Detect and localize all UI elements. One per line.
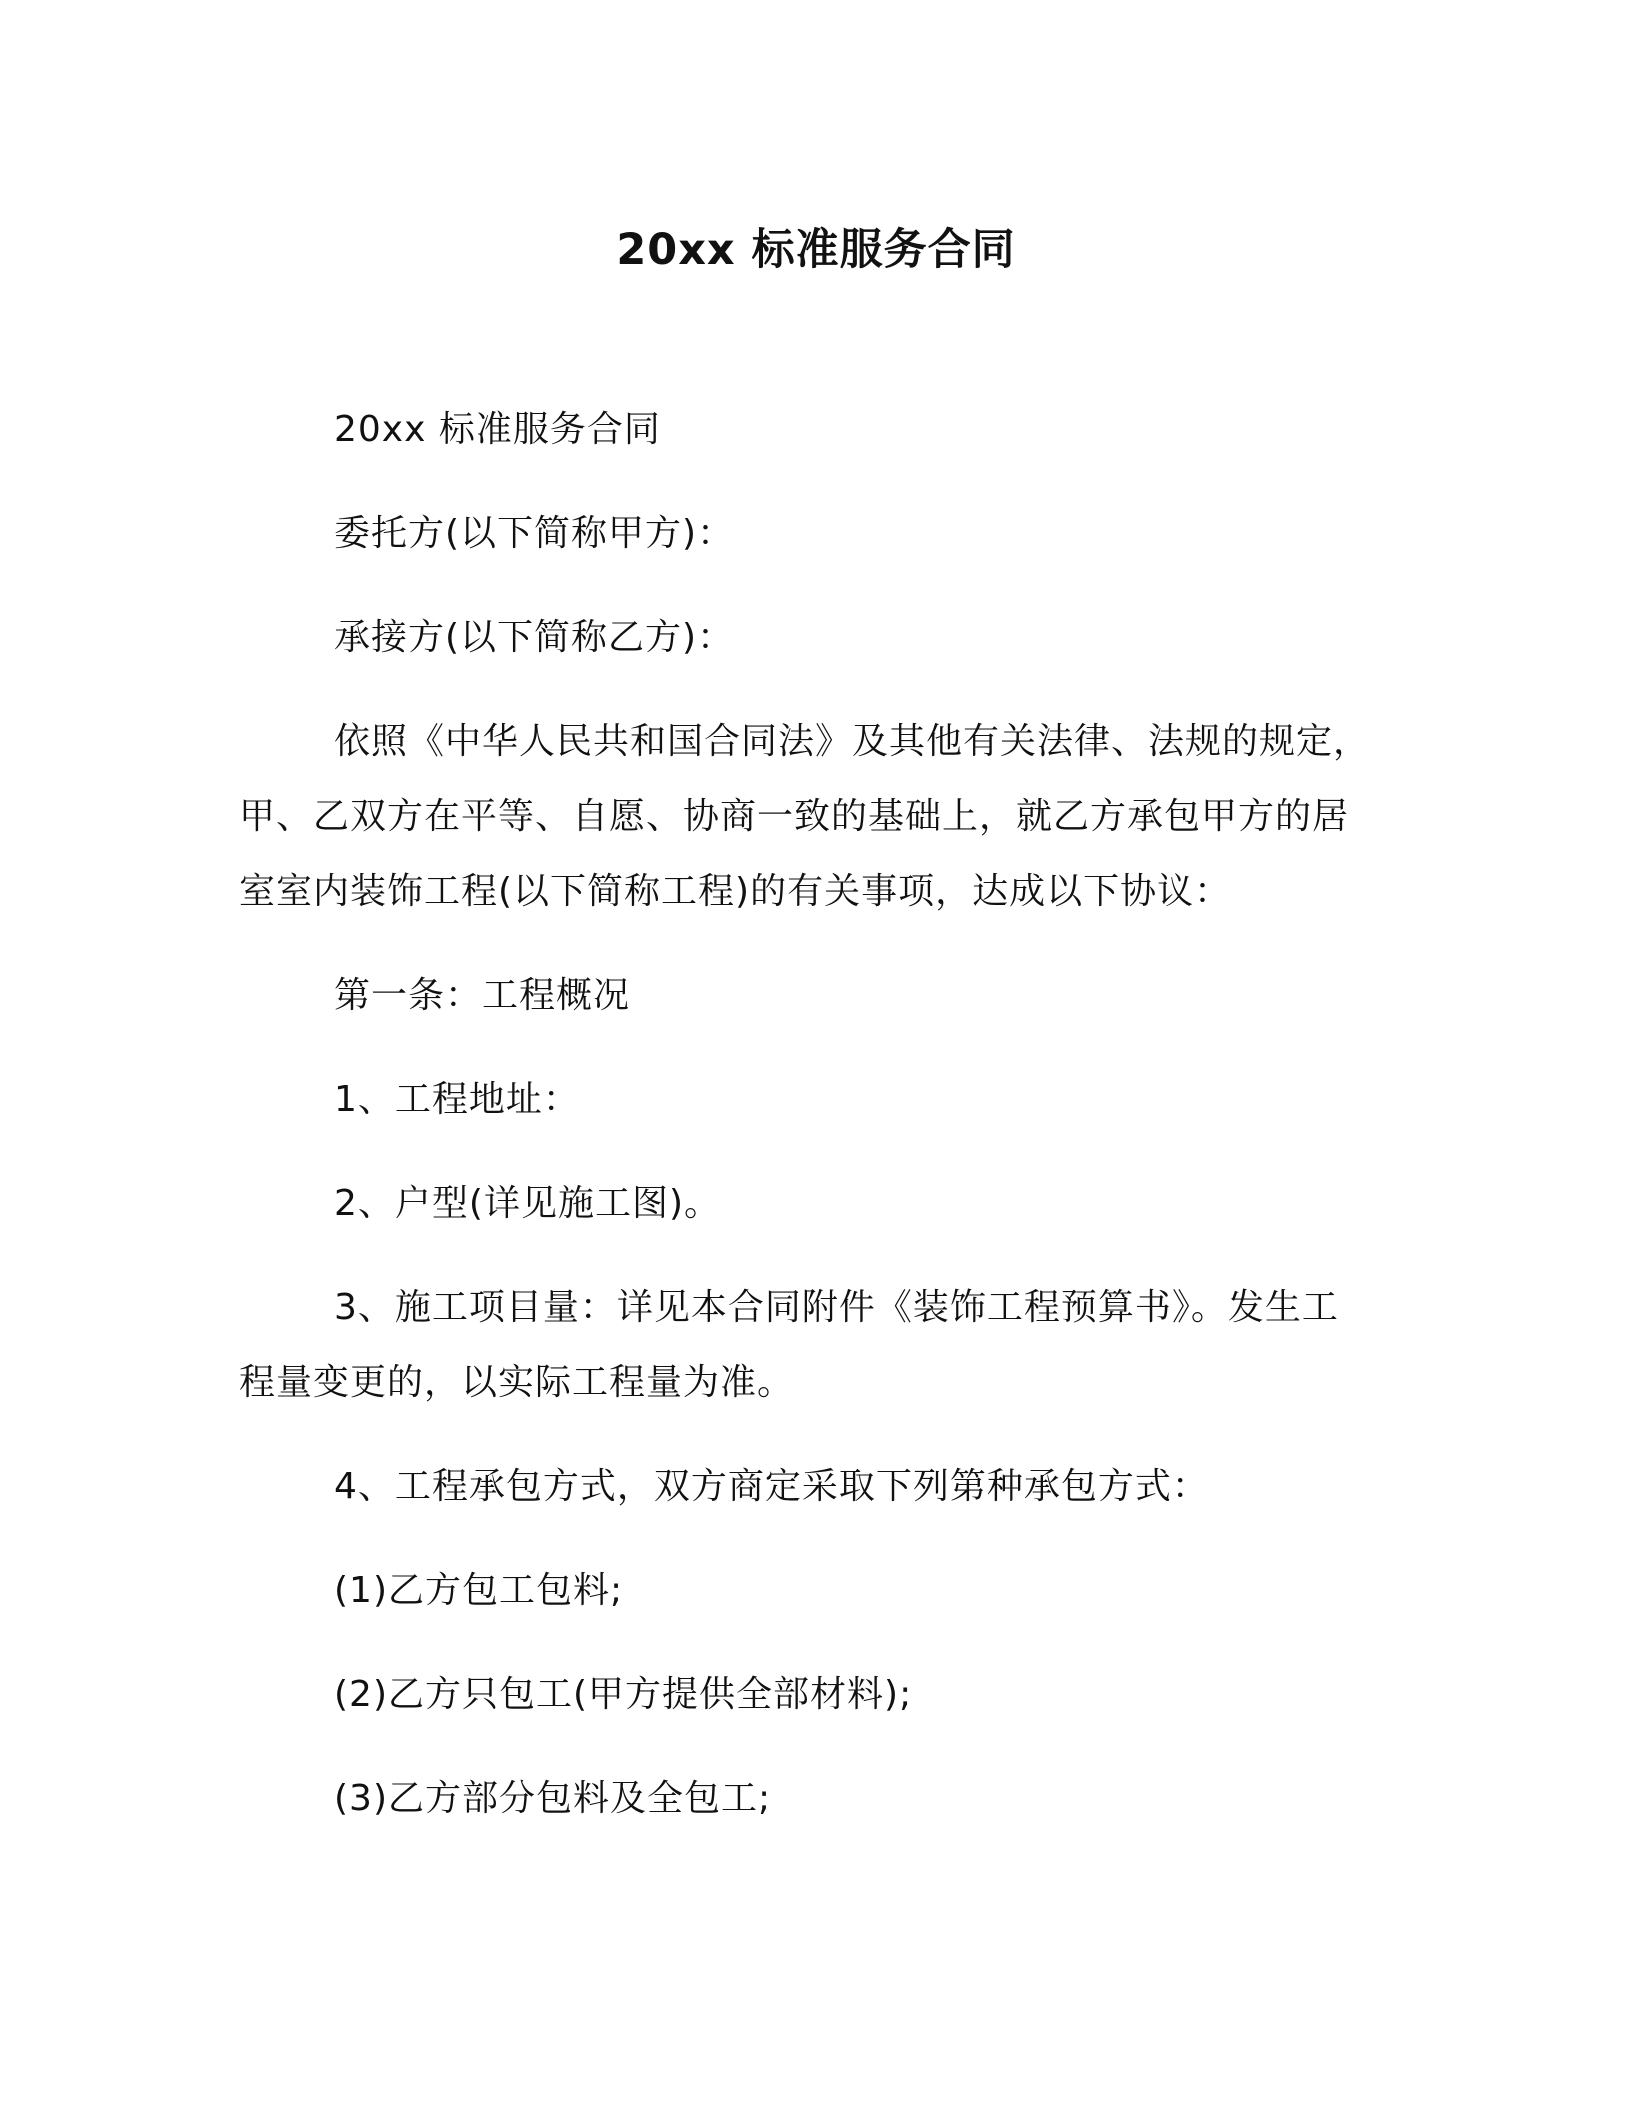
paragraph-article-1-heading: 第一条：工程概况 [334, 975, 631, 1016]
paragraph-option-2: (2)乙方只包工(甲方提供全部材料); [334, 1674, 913, 1715]
paragraph-option-1: (1)乙方包工包料; [334, 1570, 624, 1611]
paragraph-item-layout: 2、户型(详见施工图)。 [334, 1183, 721, 1224]
document-title: 20xx 标准服务合同 [616, 225, 1016, 275]
paragraph-party-b: 承接方(以下简称乙方)： [334, 617, 735, 658]
paragraph-item-contract-mode: 4、工程承包方式，双方商定采取下列第种承包方式： [334, 1466, 1209, 1507]
document-body [239, 392, 1374, 1836]
paragraph-party-a: 委托方(以下简称甲方)： [334, 513, 735, 554]
paragraph-item-address: 1、工程地址： [334, 1079, 580, 1120]
paragraph-option-3: (3)乙方部分包料及全包工; [334, 1778, 772, 1819]
paragraph-preamble: 依照《中华人民共和国合同法》及其他有关法律、法规的规定，甲、乙双方在平等、自愿、协商一致的基础上，就乙方承包甲方的居室室内装饰工程(以下简称工程)的有关事项，达成以下协议： [239, 721, 1371, 912]
paragraph-item-quantity: 3、施工项目量：详见本合同附件《装饰工程预算书》。发生工程量变更的，以实际工程量为准。 [239, 1287, 1339, 1403]
paragraph-subtitle: 20xx 标准服务合同 [334, 409, 661, 450]
